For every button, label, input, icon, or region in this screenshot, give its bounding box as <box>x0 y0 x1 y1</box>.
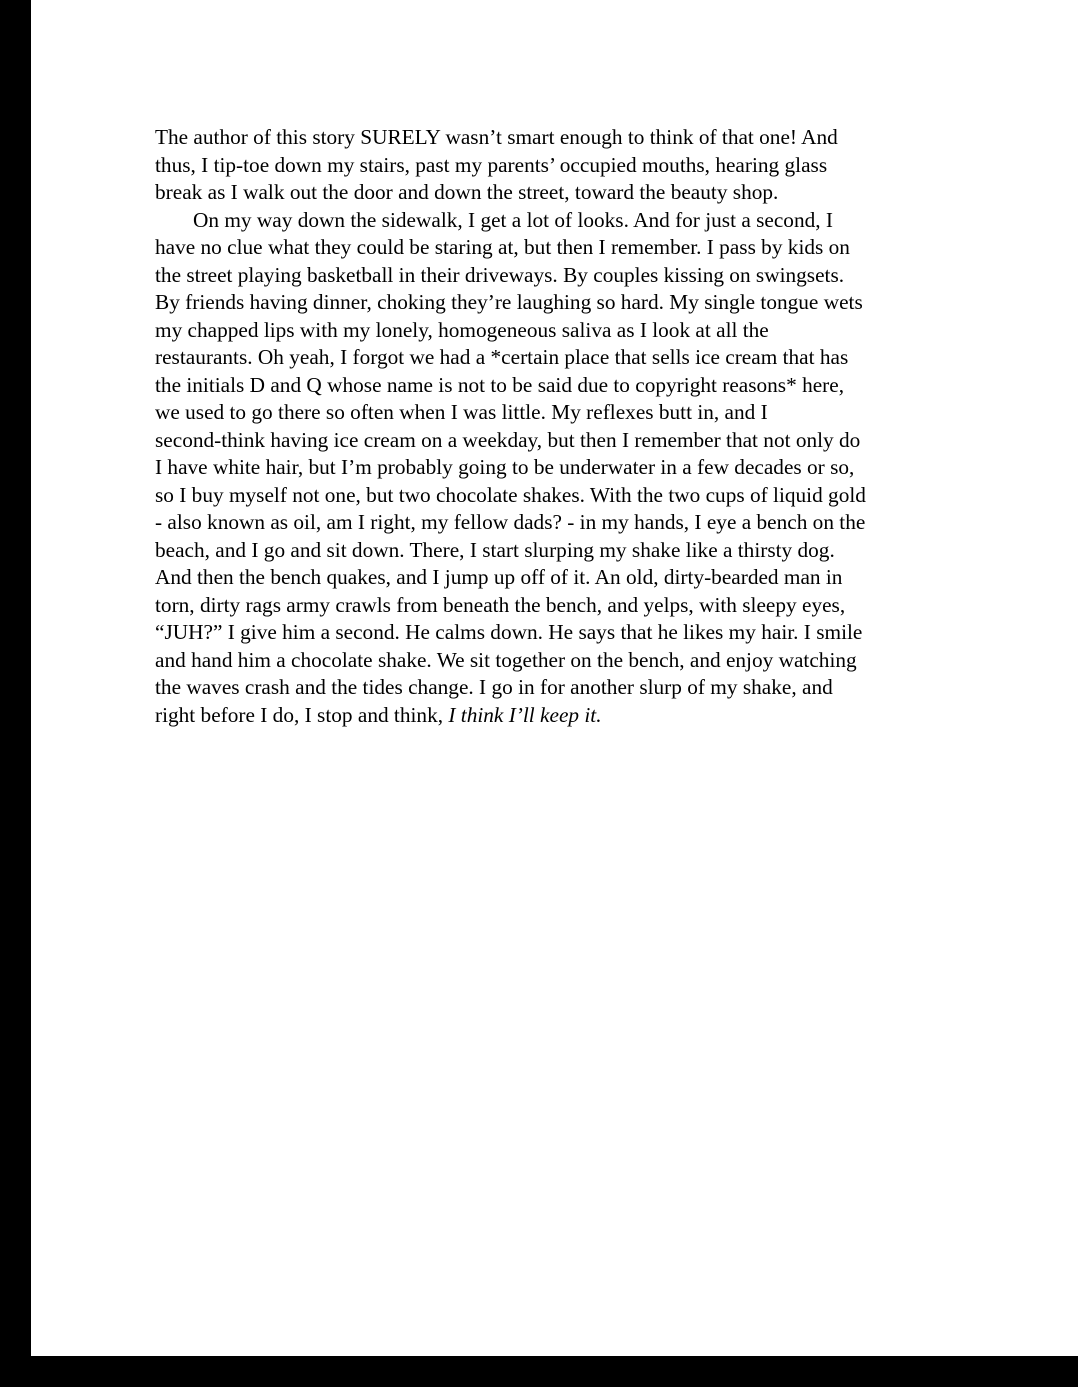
text-line: my chapped lips with my lonely, homogeneous saliva as I look at all the <box>155 317 769 342</box>
paragraph-1 <box>155 124 965 207</box>
text-line: restaurants. Oh yeah, I forgot we had a *certain place that sells ice cream that has <box>155 345 849 369</box>
document-page <box>31 0 1078 1356</box>
text-line: beach, and I go and sit down. There, I start slurping my shake like a thirsty dog. <box>155 537 835 562</box>
paragraph-2 <box>155 207 965 730</box>
final-line-plain: right before I do, I stop and think, <box>155 702 449 727</box>
text-line: By friends having dinner, choking they’re laughing so hard. My single tongue wets <box>155 290 863 314</box>
text-line-final <box>155 702 965 730</box>
text-line: we used to go there so often when I was little. My reflexes butt in, and I <box>155 400 768 424</box>
text-line: The author of this story SURELY wasn’t smart enough to think of that one! And <box>155 125 838 149</box>
text-line: “JUH?” I give him a second. He calms down. He says that he likes my hair. I smile <box>155 620 863 644</box>
text-line: thus, I tip-toe down my stairs, past my parents’ occupied mouths, hearing glass <box>155 152 828 177</box>
text-line: the street playing basketball in their driveways. By couples kissing on swingsets. <box>155 262 845 287</box>
text-line: I have white hair, but I’m probably going to be underwater in a few decades or so, <box>155 455 855 479</box>
text-line-indented: On my way down the sidewalk, I get a lot of looks. And for just a second, I <box>193 207 833 232</box>
story-text <box>155 124 965 729</box>
final-line-italic: I think I’ll keep it. <box>448 702 602 727</box>
text-line: and hand him a chocolate shake. We sit together on the bench, and enjoy watching <box>155 647 857 672</box>
text-line: break as I walk out the door and down the street, toward the beauty shop. <box>155 180 779 204</box>
text-line: have no clue what they could be staring at, but then I remember. I pass by kids on <box>155 235 850 259</box>
text-line: torn, dirty rags army crawls from beneath the bench, and yelps, with sleepy eyes, <box>155 592 846 617</box>
text-line: And then the bench quakes, and I jump up off of it. An old, dirty-bearded man in <box>155 565 843 589</box>
text-line: second-think having ice cream on a weekday, but then I remember that not only do <box>155 427 861 452</box>
text-line: - also known as oil, am I right, my fellow dads? - in my hands, I eye a bench on the <box>155 510 866 534</box>
text-line: so I buy myself not one, but two chocolate shakes. With the two cups of liquid gold <box>155 482 866 507</box>
text-line: the waves crash and the tides change. I go in for another slurp of my shake, and <box>155 675 833 699</box>
text-line: the initials D and Q whose name is not to be said due to copyright reasons* here, <box>155 372 845 397</box>
